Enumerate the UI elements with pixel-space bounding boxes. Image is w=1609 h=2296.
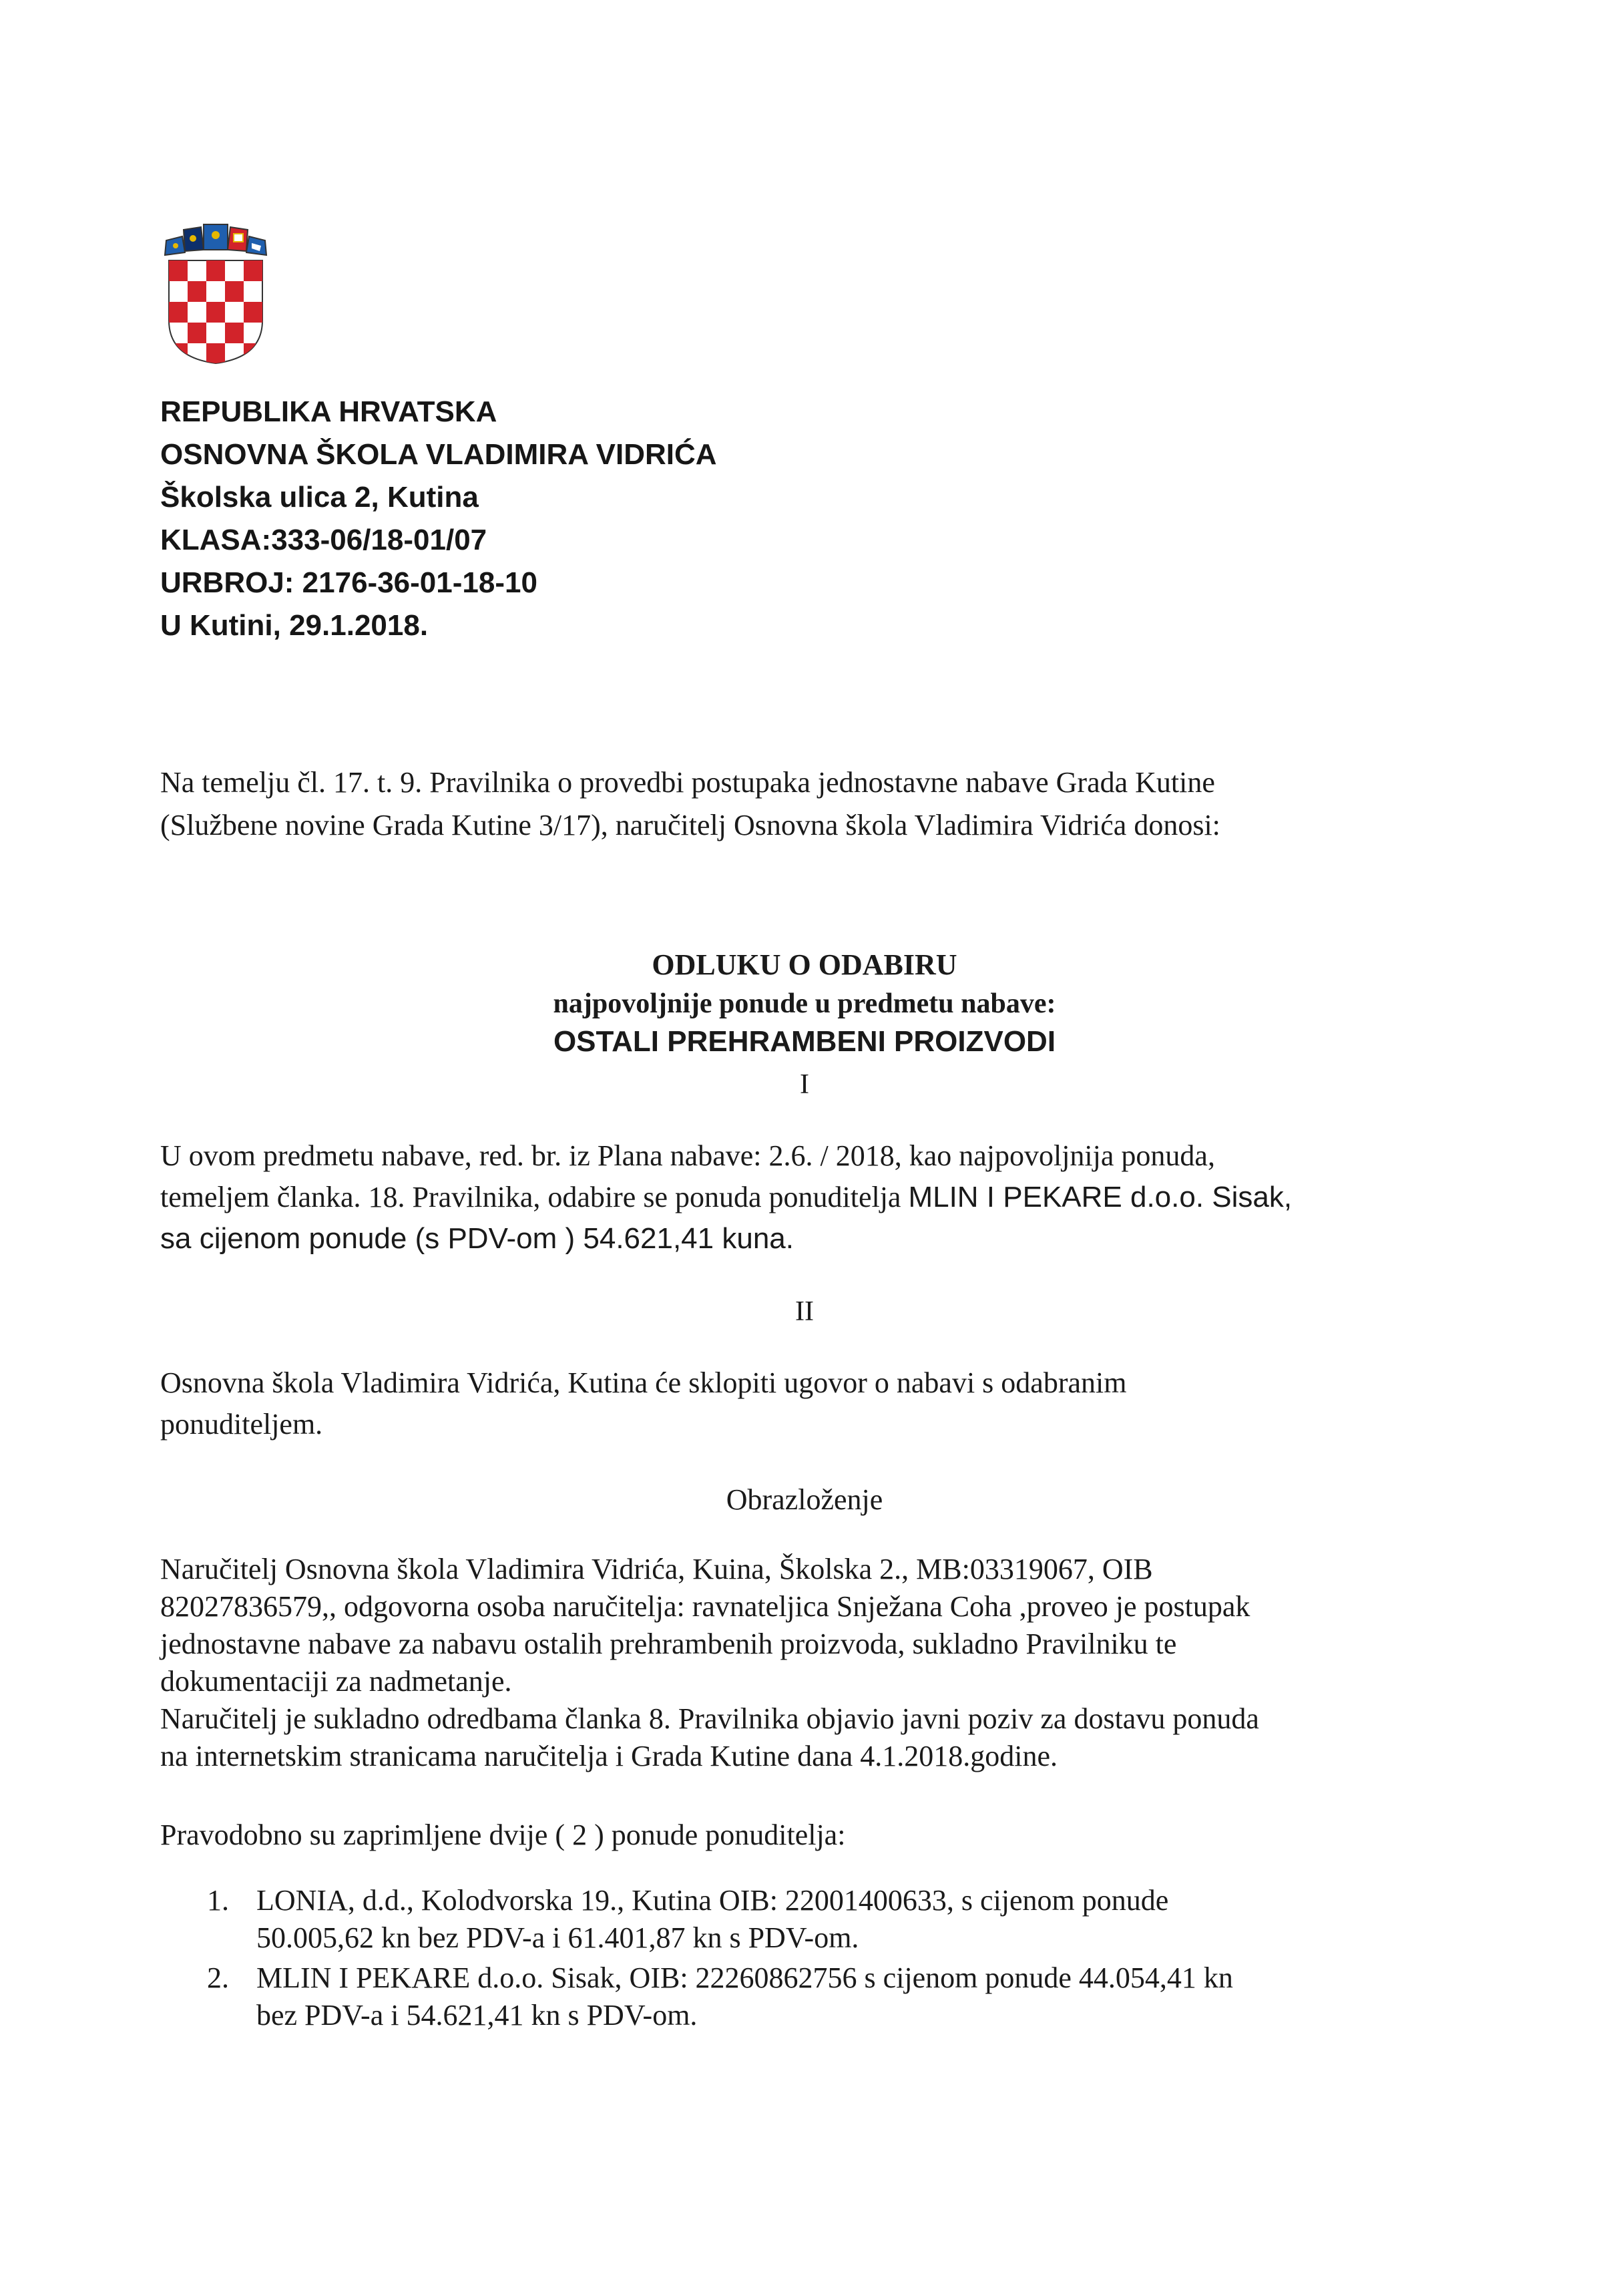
- procurement-subject: OSTALI PREHRAMBENI PROIZVODI: [553, 1025, 1056, 1058]
- school-address: Školska ulica 2, Kutina: [160, 481, 479, 514]
- paragraph-line: Naručitelj Osnovna škola Vladimira Vidrića, Kuina, Školska 2., MB:03319067, OIB: [160, 1553, 1153, 1585]
- section-numeral-1: I: [800, 1069, 809, 1100]
- rationale-paragraph-1: [160, 1551, 1259, 1775]
- paragraph-line: Osnovna škola Vladimira Vidrića, Kutina će sklopiti ugovor o nabavi s odabranim: [160, 1366, 1127, 1399]
- crown-shields: [165, 224, 266, 255]
- paragraph-line: Naručitelj je sukladno odredbama članka 8. Pravilnika objavio javni poziv za dostavu ponuda: [160, 1702, 1259, 1735]
- list-item: [207, 1959, 1233, 2034]
- intro-line: Na temelju čl. 17. t. 9. Pravilnika o provedbi postupaka jednostavne nabave Grada Kutine: [160, 766, 1215, 799]
- section-1-paragraph: [160, 1135, 1292, 1260]
- croatian-coat-of-arms-icon: [162, 220, 269, 365]
- title-sub: najpovoljnije ponude u predmetu nabave:: [553, 988, 1056, 1019]
- school-name: OSNOVNA ŠKOLA VLADIMIRA VIDRIĆA: [160, 438, 717, 471]
- paragraph-text: temeljem članka. 18. Pravilnika, odabire se ponuda ponuditelja: [160, 1181, 909, 1213]
- decision-title: [0, 945, 1609, 1061]
- section-numeral-2: II: [795, 1296, 814, 1327]
- document-header: [160, 391, 717, 647]
- paragraph-line: 82027836579,, odgovorna osoba naručitelja: ravnateljica Snježana Coha ,proveo je postupak: [160, 1590, 1250, 1623]
- paragraph-line: dokumentaciji za nadmetanje.: [160, 1665, 512, 1698]
- selected-price: sa cijenom ponude (s PDV-om ) 54.621,41 kuna.: [160, 1222, 794, 1255]
- offers-list: [207, 1882, 1233, 2037]
- list-number: 1.: [207, 1884, 229, 1917]
- offer-line: LONIA, d.d., Kolodvorska 19., Kutina OIB: 22001400633, s cijenom ponude: [256, 1884, 1169, 1917]
- offer-line: 50.005,62 kn bez PDV-a i 61.401,87 kn s PDV-om.: [256, 1921, 859, 1954]
- rationale-paragraph-3: [160, 1816, 845, 1854]
- offer-line: bez PDV-a i 54.621,41 kn s PDV-om.: [256, 1999, 698, 2032]
- list-text: [256, 1882, 1168, 1957]
- rationale-heading: Obrazloženje: [726, 1483, 883, 1516]
- checkered-shield: [169, 260, 262, 364]
- title-main: ODLUKU O ODABIRU: [652, 948, 957, 981]
- list-text: [256, 1959, 1233, 2034]
- country-name: REPUBLIKA HRVATSKA: [160, 395, 497, 428]
- paragraph-line: ponuditeljem.: [160, 1408, 323, 1441]
- intro-paragraph: [160, 761, 1469, 847]
- paragraph-line: jednostavne nabave za nabavu ostalih prehrambenih proizvoda, sukladno Pravilniku te: [160, 1628, 1177, 1660]
- section-2-paragraph: [160, 1362, 1126, 1445]
- selected-bidder: MLIN I PEKARE d.o.o. Sisak,: [908, 1181, 1293, 1213]
- paragraph-line: Pravodobno su zaprimljene dvije ( 2 ) ponude ponuditelja:: [160, 1819, 846, 1851]
- document-date: U Kutini, 29.1.2018.: [160, 609, 429, 642]
- offer-line: MLIN I PEKARE d.o.o. Sisak, OIB: 22260862756 s cijenom ponude 44.054,41 kn: [256, 1961, 1233, 1994]
- paragraph-line: [160, 1177, 1292, 1218]
- paragraph-line: na internetskim stranicama naručitelja i Grada Kutine dana 4.1.2018.godine.: [160, 1740, 1058, 1772]
- intro-line: (Službene novine Grada Kutine 3/17), naručitelj Osnovna škola Vladimira Vidrića donosi:: [160, 809, 1220, 841]
- klasa-number: KLASA:333-06/18-01/07: [160, 524, 487, 556]
- urbroj-number: URBROJ: 2176-36-01-18-10: [160, 566, 537, 599]
- list-number: 2.: [207, 1961, 229, 1994]
- paragraph-line: U ovom predmetu nabave, red. br. iz Plana nabave: 2.6. / 2018, kao najpovoljnija ponuda,: [160, 1139, 1215, 1172]
- list-item: [207, 1882, 1233, 1957]
